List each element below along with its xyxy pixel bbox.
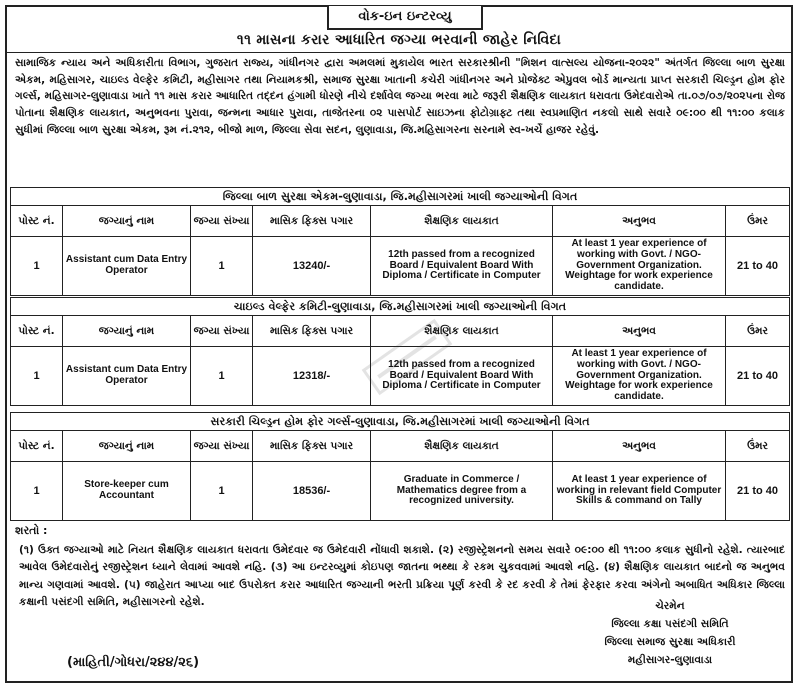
qualification-cell: 12th passed from a recognized Board / Equivalent Board With Diploma / Certificate in Computer xyxy=(371,347,553,406)
col-count: જગ્યા સંખ્યા xyxy=(191,316,253,347)
col-experience: અનુભવ xyxy=(553,206,726,237)
col-post-no: પોસ્ટ નં. xyxy=(11,206,63,237)
col-qualification: શૈક્ષણિક લાયકાત xyxy=(371,206,553,237)
vacancy-table-dcpu xyxy=(10,187,790,296)
signatory-location: મહીસાગર-લુણાવાડા xyxy=(627,654,713,666)
post-no-cell: 1 xyxy=(11,237,63,296)
section-heading: સરકારી ચિલ્ડ્રન હોમ ફોર ગર્લ્સ-લુણાવાડા, જિ.મહીસાગરમાં ખાલી જગ્યાઓની વિગત xyxy=(11,413,790,431)
col-salary: માસિક ફિક્સ પગાર xyxy=(253,206,371,237)
col-age: ઉંમર xyxy=(726,206,790,237)
signatory-designation: ચેરમેન xyxy=(655,600,685,612)
section-heading: ચાઇલ્ડ વેલ્ફેર કમિટી-લુણાવાડા, જિ.મહીસાગરમાં ખાલી જગ્યાઓની વિગત xyxy=(11,298,790,316)
col-post-name: જગ્યાનું નામ xyxy=(63,431,191,462)
section-heading: જિલ્લા બાળ સુરક્ષા એકમ-લુણાવાડા, જિ.મહીસાગરમાં ખાલી જગ્યાઓની વિગત xyxy=(11,188,790,206)
col-age: ઉંમર xyxy=(726,316,790,347)
col-post-name: જગ્યાનું નામ xyxy=(63,316,191,347)
salary-cell: 12318/- xyxy=(253,347,371,406)
col-age: ઉંમર xyxy=(726,431,790,462)
post-name-cell: Assistant cum Data Entry Operator xyxy=(63,347,191,406)
col-qualification: શૈક્ષણિક લાયકાત xyxy=(371,431,553,462)
signatory-committee: જિલ્લા કક્ષા પસંદગી સમિતિ xyxy=(611,618,729,630)
walkin-interview-label: વોક-ઇન ઇન્ટરવ્યુ xyxy=(327,6,483,30)
col-salary: માસિક ફિક્સ પગાર xyxy=(253,316,371,347)
age-cell: 21 to 40 xyxy=(726,347,790,406)
post-name-cell: Assistant cum Data Entry Operator xyxy=(63,237,191,296)
qualification-cell: 12th passed from a recognized Board / Equivalent Board With Diploma / Certificate in Computer xyxy=(371,237,553,296)
reference-number: (માહિતી/ગોધરા/૨૪૪/૨૬) xyxy=(67,655,200,670)
age-cell: 21 to 40 xyxy=(726,237,790,296)
col-post-no: પોસ્ટ નં. xyxy=(11,316,63,347)
vacancy-table-childrens-home xyxy=(10,412,790,521)
age-cell: 21 to 40 xyxy=(726,462,790,521)
experience-cell: At least 1 year experience of working with Govt. / NGO-Government Organization. Weightage for work experience candidate. xyxy=(553,237,726,296)
col-experience: અનુભવ xyxy=(553,431,726,462)
count-cell: 1 xyxy=(191,347,253,406)
salary-cell: 13240/- xyxy=(253,237,371,296)
count-cell: 1 xyxy=(191,237,253,296)
col-count: જગ્યા સંખ્યા xyxy=(191,431,253,462)
col-qualification: શૈક્ષણિક લાયકાત xyxy=(371,316,553,347)
post-name-cell: Store-keeper cum Accountant xyxy=(63,462,191,521)
col-post-name: જગ્યાનું નામ xyxy=(63,206,191,237)
count-cell: 1 xyxy=(191,462,253,521)
table-row xyxy=(11,237,790,296)
title-divider xyxy=(7,52,791,53)
col-salary: માસિક ફિક્સ પગાર xyxy=(253,431,371,462)
intro-paragraph: સામાજિક ન્યાય અને અધિકારીતા વિભાગ, ગુજરાત રાજ્ય, ગાંધીનગર દ્વારા અમલમાં મુકાયેલ ભારત સરકારશ્રીની "મિશન વાત્સલ્ય યોજના-૨૦૨૨" અંતર્ગત જિલ્લા બાળ સુરક્ષા એકમ, મહિસાગર, ચાઇલ્ડ વેલ્ફેર કમિટી, મહીસાગર તથા નિયામકશ્રી, સમાજ સુરક્ષા ખાતાની કચેરી ગાંધીનગર અને પ્રોજેક્ટ એપ્રુવલ બોર્ડ માન્યતા પ્રાપ્ત સરકારી ચિલ્ડ્રન હોમ ફોર ગર્લ્સ, મહિસાગર-લુણાવાડા ખાતે ૧૧ માસ કરાર આધારિત તદ્દન હંગામી ધોરણે નીચે દર્શાવેલ જગ્યા ભરવા માટે જરૂરી શૈક્ષણિક લાયકાત ધરાવતા ઉમેદવારોએ તા.૦૭/૦૭/૨૦૨૫ના રોજ પોતાના શૈક્ષણિક લાયકાત, અનુભવના પુરાવા, જન્મના આધાર પુરાવા, તાજેતરના ૦૨ પાસપોર્ટ સાઇઝના ફોટોગ્રાફ્ટ તથા સ્વપ્રમાણિત નકલો સાથે સવારે ૦૯:૦૦ થી ૧૧:૦૦ કલાક સુધીમાં જિલ્લા બાળ સુરક્ષા એકમ, રૂમ નં.૨૧૨, બીજો માળ, જિલ્લા સેવા સદન, લુણાવાડા, જિ.મહિસાગરના સરનામે સ્વ-ખર્ચે હાજર રહેવું. xyxy=(15,57,785,136)
post-no-cell: 1 xyxy=(11,347,63,406)
col-experience: અનુભવ xyxy=(553,316,726,347)
notice-page xyxy=(5,5,793,683)
conditions-text: (૧) ઉક્ત જગ્યાઓ માટે નિયત શૈક્ષણિક લાયકાત ધરાવતા ઉમેદવાર જ ઉમેદવારી નોંધાવી શકાશે. (૨) રજીસ્ટ્રેશનનો સમય સવારે ૦૯:૦૦ થી ૧૧:૦૦ કલાક સુધીનો રહેશે. ત્યારબાદ આવેલ ઉમેદવારોનું રજીસ્ટ્રેશન ધ્યાને લેવામાં આવશે નહિ. (૩) આ ઇન્ટરવ્યુમાં કોઇપણ જાતના ભથ્થા કે રકમ ચુકવવામાં આવશે નહિ. (૪) શૈક્ષણિક લાયકાત બાદનો જ અનુભવ માન્ય ગણવામાં આવશે. (૫) જાહેરાત આપ્યા બાદ ઉપરોક્ત કરાર આધારિત જગ્યાની ભરતી પ્રક્રિયા પૂર્ણ કરવી કે રદ કરવી કે તેમાં ફેરફાર કરવા અંગેનો અબાધિત અધિકાર જિલ્લા કક્ષાની પસંદગી સમિતિ, મહીસાગરનો રહેશે. xyxy=(19,544,785,609)
salary-cell: 18536/- xyxy=(253,462,371,521)
notice-title: ૧૧ માસના કરાર આધારિત જગ્યા ભરવાની જાહેર નિવિદા xyxy=(236,32,562,48)
col-count: જગ્યા સંખ્યા xyxy=(191,206,253,237)
signatory-officer: જિલ્લા સમાજ સુરક્ષા અધિકારી xyxy=(604,636,736,648)
post-no-cell: 1 xyxy=(11,462,63,521)
col-post-no: પોસ્ટ નં. xyxy=(11,431,63,462)
experience-cell: At least 1 year experience of working with Govt. / NGO-Government Organization. Weightage for work experience candidate. xyxy=(553,347,726,406)
conditions-title: શરતો : xyxy=(15,524,48,537)
table-row xyxy=(11,462,790,521)
experience-cell: At least 1 year experience of working in relevant field Computer Skills & command on Tally xyxy=(553,462,726,521)
qualification-cell: Graduate in Commerce / Mathematics degree from a recognized university. xyxy=(371,462,553,521)
